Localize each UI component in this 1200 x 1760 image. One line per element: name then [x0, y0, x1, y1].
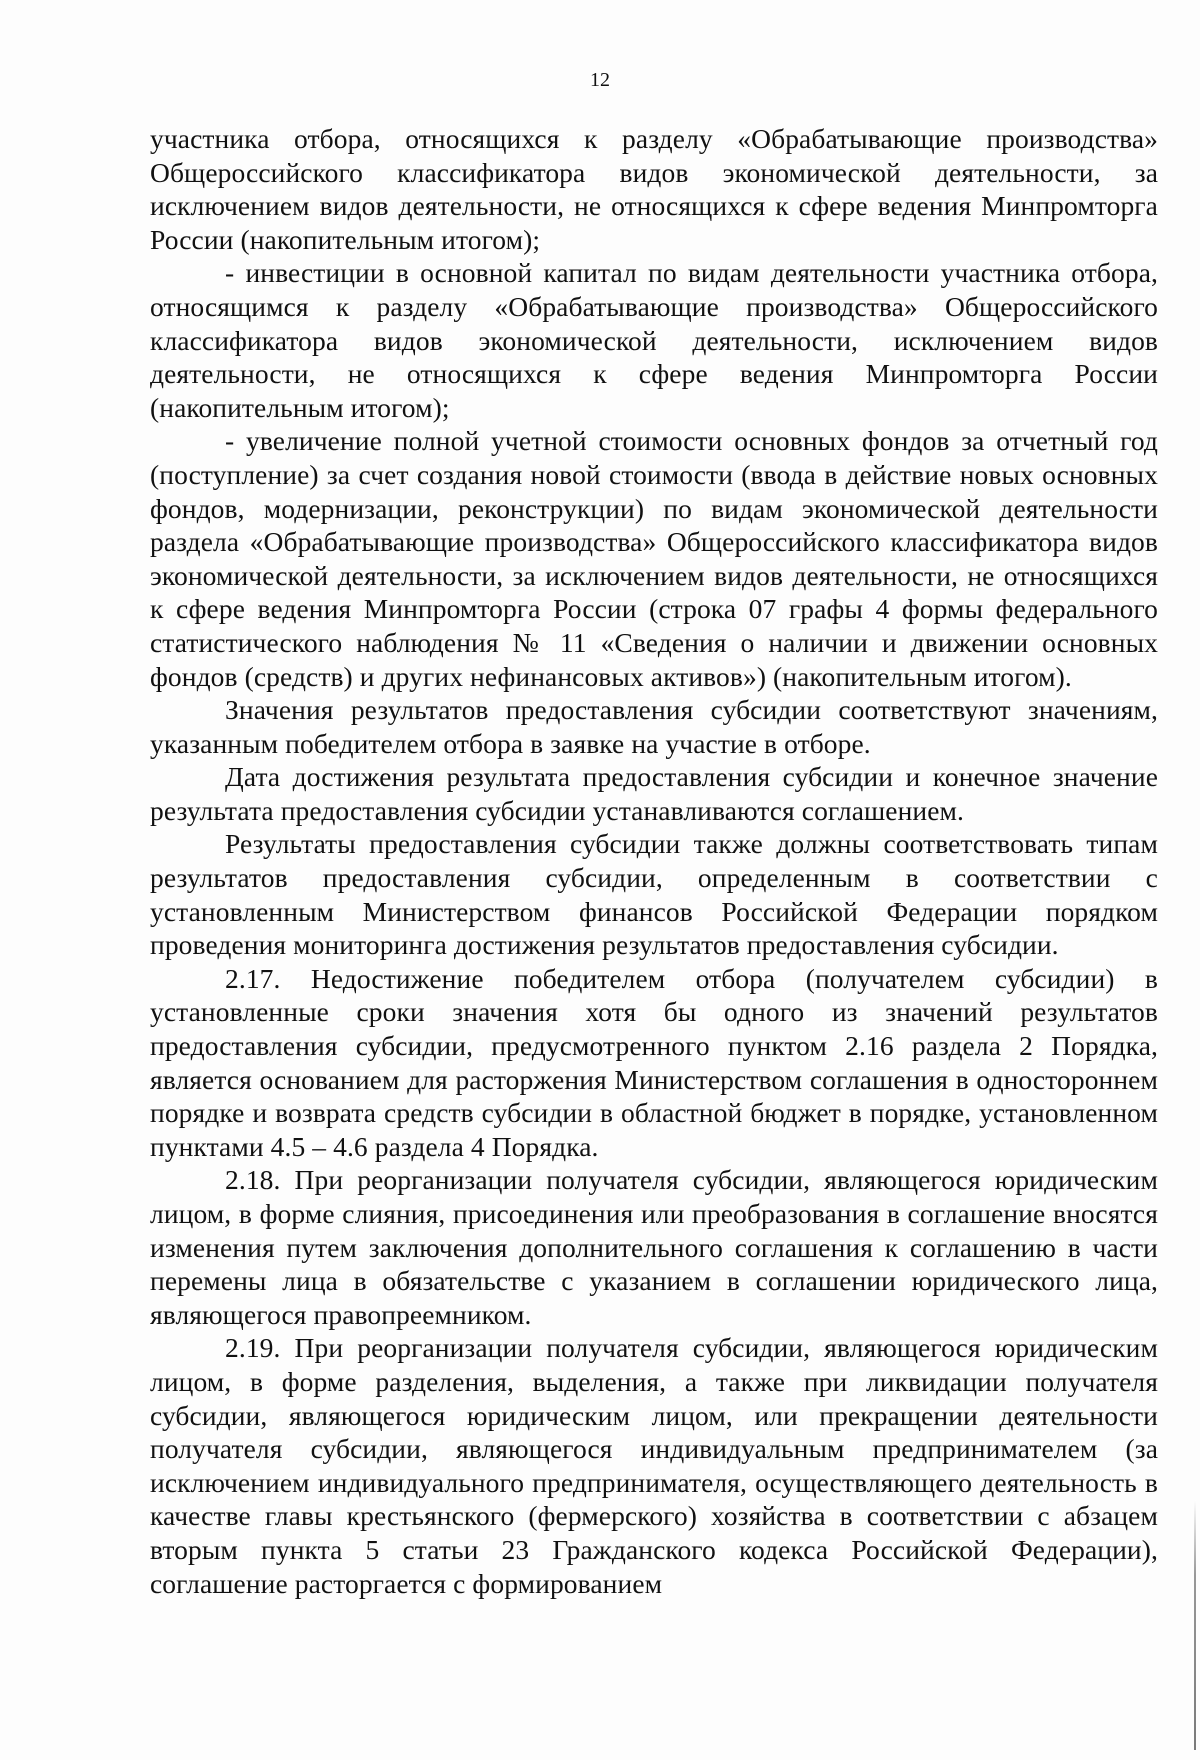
paragraph-achievement-date: Дата достижения результата предоставления субсидии и конечное значение результата предоставления субсидии устанавливаются соглашением.	[150, 761, 1158, 826]
paragraph-result-types: Результаты предоставления субсидии также должны соответствовать типам результатов предоставления субсидии, определенным в соответствии с установленным Министерством финансов Российской Федерации порядком проведения мониторинга достижения результатов предоставления субсидии.	[150, 828, 1158, 961]
paragraph-bullet-fixed-assets: - увеличение полной учетной стоимости основных фондов за отчетный год (поступление) за счет создания новой стоимости (ввода в действие новых основных фондов, модернизации, реконструкции) по видам экономической деятельности раздела «Обрабатывающие производства» Общероссийского классификатора видов экономической деятельности, за исключением видов деятельности, не относящихся к сфере ведения Минпромторга России (строка 07 графы 4 формы федерального статистического наблюдения № 11 «Сведения о наличии и движении основных фондов (средств) и других нефинансовых активов») (накопительным итогом).	[150, 425, 1158, 692]
paragraph-clause-2-18: 2.18. При реорганизации получателя субсидии, являющегося юридическим лицом, в форме слияния, присоединения или преобразования в соглашение вносятся изменения путем заключения дополнительного соглашения к соглашению в части перемены лица в обязательстве с указанием в соглашении юридического лица, являющегося правопреемником.	[150, 1164, 1158, 1330]
paragraph-continuation: участника отбора, относящихся к разделу «Обрабатывающие производства» Общероссийского классификатора видов экономической деятельности, за исключением видов деятельности, не относящихся к сфере ведения Минпромторга России (накопительным итогом);	[150, 123, 1158, 255]
page-number: 12	[590, 69, 610, 91]
scan-edge-shadow	[1194, 1500, 1196, 1750]
paragraph-clause-2-19: 2.19. При реорганизации получателя субсидии, являющегося юридическим лицом, в форме разделения, выделения, а также при ликвидации получателя субсидии, являющегося юридическим лицом, или прекращении деятельности получателя субсидии, являющегося индивидуальным предпринимателем (за исключением индивидуального предпринимателя, осуществляющего деятельность в качестве главы крестьянского (фермерского) хозяйства в соответствии с абзацем вторым пункта 5 статьи 23 Гражданского кодекса Российской Федерации), соглашение расторгается с формированием	[150, 1332, 1158, 1599]
paragraph-result-values: Значения результатов предоставления субсидии соответствуют значениям, указанным победителем отбора в заявке на участие в отборе.	[150, 694, 1158, 759]
paragraph-clause-2-17: 2.17. Недостижение победителем отбора (получателем субсидии) в установленные сроки значения хотя бы одного из значений результатов предоставления субсидии, предусмотренного пунктом 2.16 раздела 2 Порядка, является основанием для расторжения Министерством соглашения в одностороннем порядке и возврата средств субсидии в областной бюджет в порядке, установленном пунктами 4.5 – 4.6 раздела 4 Порядка.	[150, 962, 1158, 1162]
document-body	[150, 122, 1158, 1600]
paragraph-bullet-investments: - инвестиции в основной капитал по видам деятельности участника отбора, относящимся к разделу «Обрабатывающие производства» Общероссийского классификатора видов экономической деятельности, исключением видов деятельности, не относящихся к сфере ведения Минпромторга России (накопительным итогом);	[150, 257, 1158, 423]
